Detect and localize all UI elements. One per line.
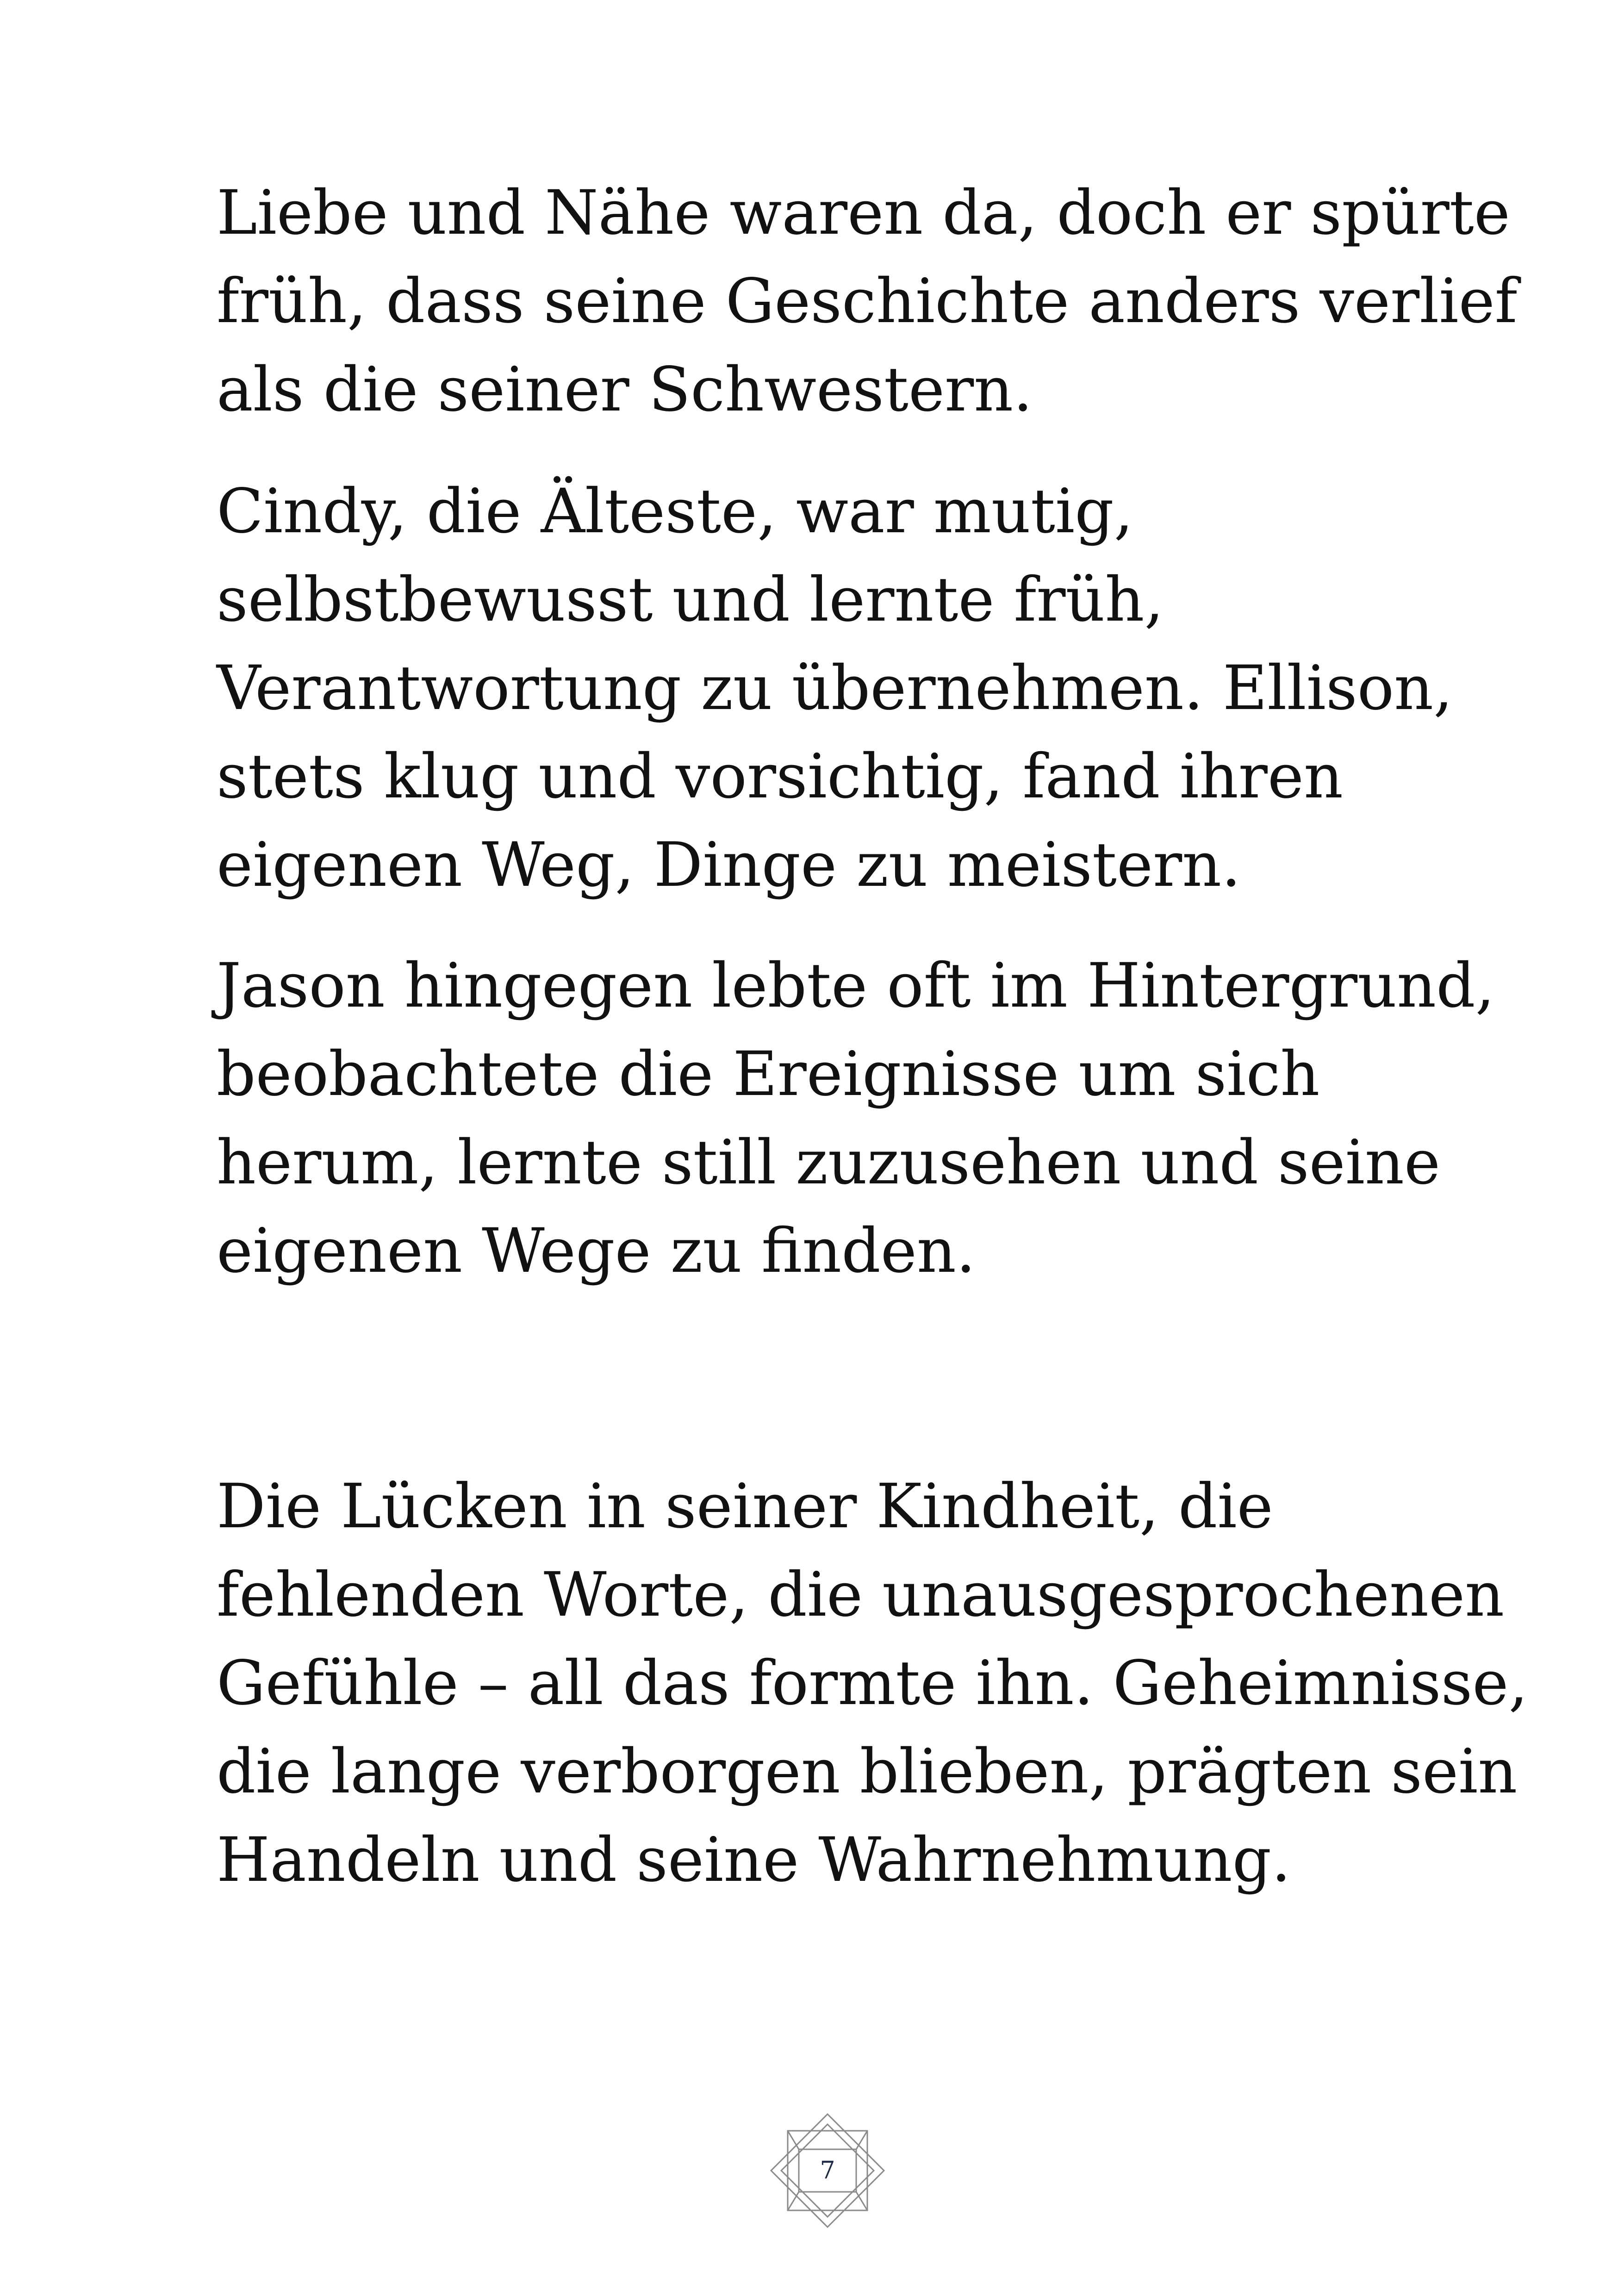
paragraph-line: Die Lücken in seiner Kindheit, die: [217, 1471, 1273, 1542]
paragraph-line: früh, dass seine Geschichte anders verlief: [217, 266, 1518, 337]
paragraph-line: Cindy, die Älteste, war mutig,: [217, 476, 1133, 547]
paragraph-line: herum, lernte still zuzusehen und seine: [217, 1127, 1441, 1198]
page-number-ornament: [767, 2110, 888, 2231]
paragraph-line: die lange verborgen blieben, prägten sein: [217, 1736, 1518, 1807]
paragraph-line: selbstbewusst und lernte früh,: [217, 564, 1164, 635]
paragraph-line: stets klug und vorsichtig, fand ihren: [217, 741, 1344, 812]
paragraph-line: als die seiner Schwestern.: [217, 354, 1033, 425]
paragraph-line: Gefühle – all das formte ihn. Geheimnisse,: [217, 1648, 1528, 1719]
paragraph-3: [217, 942, 1495, 1295]
paragraph-line: fehlenden Worte, die unausgesprochenen: [217, 1559, 1505, 1630]
paragraph-line: Liebe und Nähe waren da, doch er spürte: [217, 177, 1510, 249]
paragraph-4: [217, 1462, 1528, 1904]
paragraph-line: Verantwortung zu übernehmen. Ellison,: [217, 653, 1453, 724]
page-number: 7: [820, 2157, 835, 2184]
paragraph-line: Jason hingegen lebte oft im Hintergrund,: [217, 950, 1495, 1021]
paragraph-line: beobachtete die Ereignisse um sich: [217, 1039, 1320, 1110]
paragraph-line: eigenen Weg, Dinge zu meistern.: [217, 829, 1241, 901]
paragraph-1: [217, 169, 1518, 434]
paragraph-2: [217, 467, 1475, 909]
paragraph-line: eigenen Wege zu finden.: [217, 1215, 976, 1287]
paragraph-line: Handeln und seine Wahrnehmung.: [217, 1824, 1291, 1896]
